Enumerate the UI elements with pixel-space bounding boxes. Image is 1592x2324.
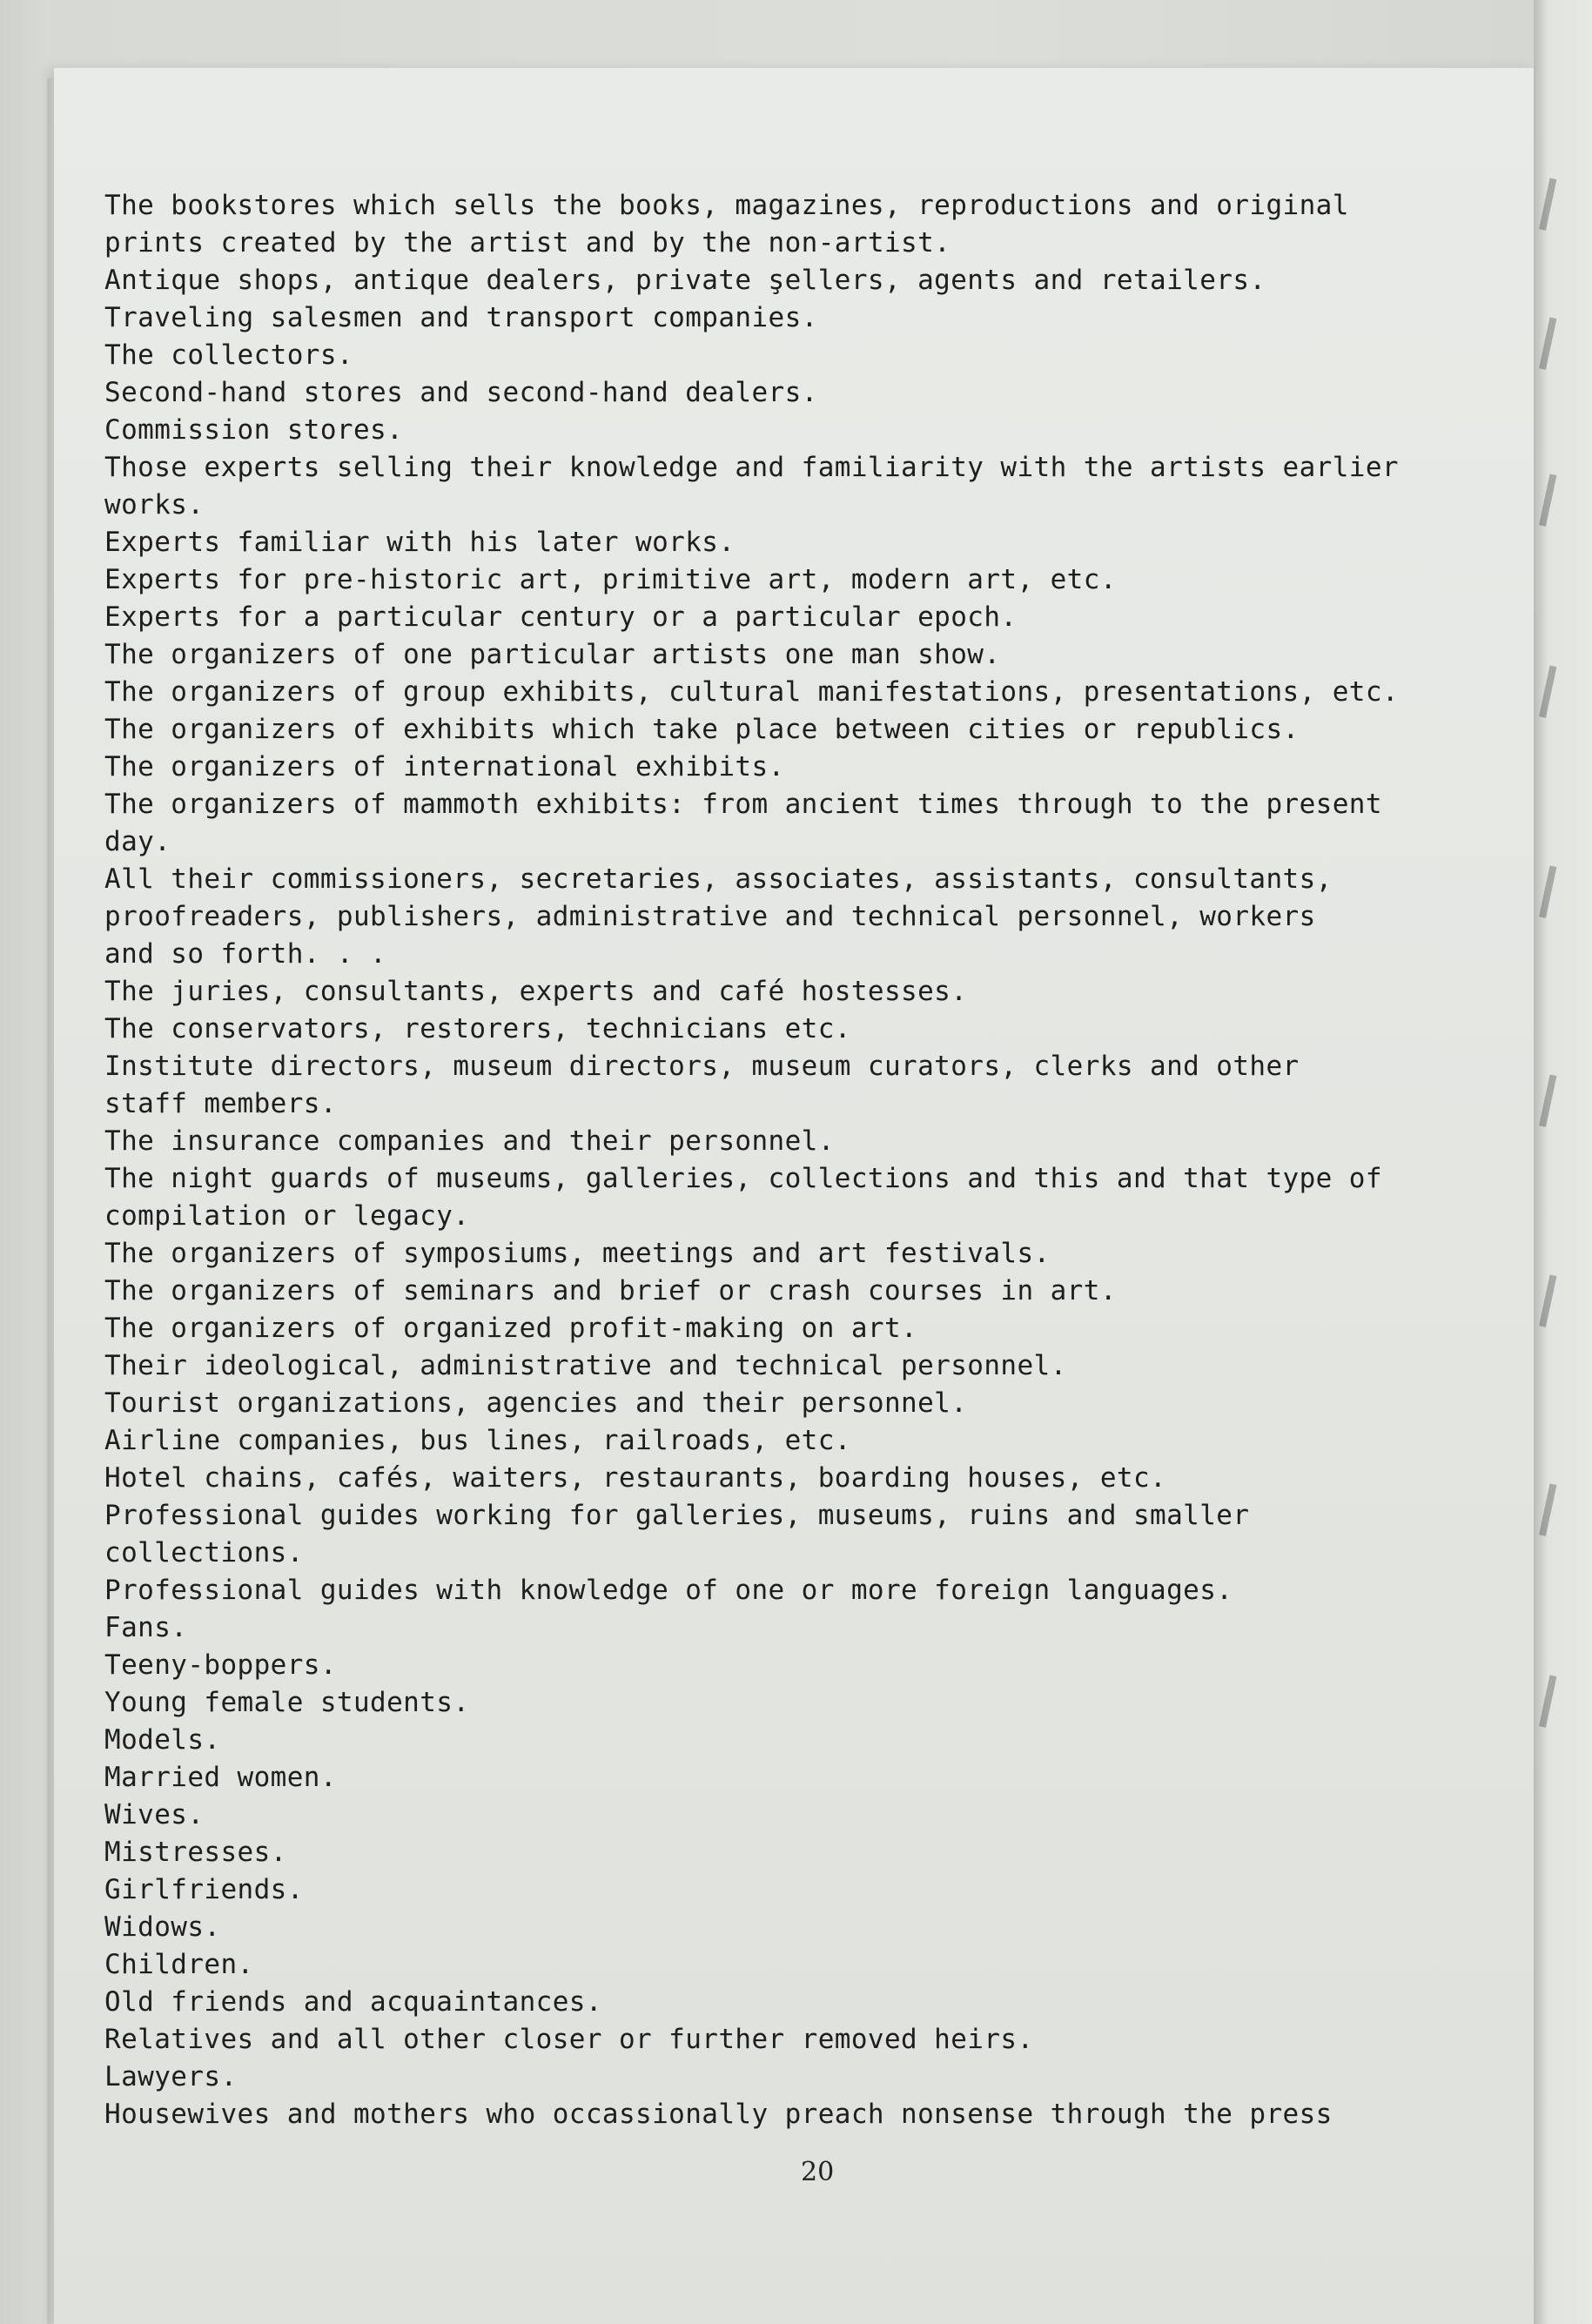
- text-line: and so forth. . .: [104, 938, 387, 970]
- text-line: Lawyers.: [104, 2061, 238, 2092]
- ghost-text-mark: [1539, 1074, 1556, 1126]
- text-line: Antique shops, antique dealers, private şellers, agents and retailers.: [104, 265, 1266, 296]
- text-line: Fans.: [104, 1612, 188, 1643]
- text-line: Married women.: [104, 1762, 337, 1793]
- text-line: The conservators, restorers, technicians etc.: [104, 1013, 851, 1044]
- text-line: Relatives and all other closer or further removed heirs.: [104, 2024, 1034, 2055]
- text-line: The organizers of mammoth exhibits: from ancient times through to the present: [104, 789, 1382, 820]
- text-line: Experts for a particular century or a particular epoch.: [104, 601, 1018, 633]
- text-line: Tourist organizations, agencies and their personnel.: [104, 1387, 968, 1419]
- text-line: Those experts selling their knowledge and familiarity with the artists earlier: [104, 452, 1399, 483]
- text-line: Girlfriends.: [104, 1874, 304, 1905]
- text-line: Professional guides working for galleries, museums, ruins and smaller: [104, 1500, 1250, 1531]
- ghost-text-mark: [1539, 474, 1556, 526]
- text-line: The organizers of organized profit-making on art.: [104, 1313, 918, 1344]
- ghost-text-mark: [1539, 865, 1556, 917]
- text-line: The juries, consultants, experts and café hostesses.: [104, 976, 968, 1007]
- text-line: The organizers of group exhibits, cultural manifestations, presentations, etc.: [104, 676, 1399, 708]
- ghost-text-mark: [1539, 1483, 1556, 1535]
- text-line: Their ideological, administrative and technical personnel.: [104, 1350, 1067, 1381]
- text-line: Teeny-boppers.: [104, 1649, 337, 1681]
- text-line: Institute directors, museum directors, museum curators, clerks and other: [104, 1051, 1300, 1082]
- ghost-text-mark: [1539, 1274, 1556, 1327]
- text-line: proofreaders, publishers, administrative and technical personnel, workers: [104, 901, 1316, 932]
- text-line: day.: [104, 826, 171, 857]
- text-line: Experts familiar with his later works.: [104, 527, 736, 558]
- text-line: Airline companies, bus lines, railroads, etc.: [104, 1425, 851, 1456]
- ghost-text-mark: [1539, 317, 1556, 369]
- text-line: Young female students.: [104, 1687, 470, 1718]
- text-line: The organizers of international exhibits.: [104, 751, 785, 783]
- text-line: Commission stores.: [104, 414, 404, 446]
- ghost-text-mark: [1539, 178, 1556, 230]
- page-number: 20: [801, 2157, 835, 2187]
- text-line: The bookstores which sells the books, magazines, reproductions and original: [104, 190, 1349, 221]
- text-line: The organizers of one particular artists one man show.: [104, 639, 1001, 670]
- ghost-text-mark: [1539, 1675, 1556, 1727]
- text-line: Experts for pre-historic art, primitive art, modern art, etc.: [104, 564, 1117, 595]
- text-line: Housewives and mothers who occassionally preach nonsense through the press: [104, 2099, 1333, 2130]
- text-line: Old friends and acquaintances.: [104, 1986, 602, 2018]
- text-line: All their commissioners, secretaries, associates, assistants, consultants,: [104, 863, 1333, 895]
- text-line: staff members.: [104, 1088, 337, 1119]
- text-line: The organizers of exhibits which take place between cities or republics.: [104, 714, 1300, 745]
- text-line: The night guards of museums, galleries, collections and this and that type of: [104, 1163, 1382, 1194]
- page-text: [104, 187, 1427, 2133]
- text-line: Professional guides with knowledge of one or more foreign languages.: [104, 1575, 1233, 1606]
- text-line: Traveling salesmen and transport companies.: [104, 302, 818, 333]
- text-line: works.: [104, 489, 205, 521]
- text-line: Models.: [104, 1724, 221, 1756]
- text-line: Children.: [104, 1949, 254, 1980]
- text-line: Wives.: [104, 1799, 205, 1830]
- text-line: collections.: [104, 1537, 304, 1568]
- text-line: Widows.: [104, 1911, 221, 1943]
- text-line: Hotel chains, cafés, waiters, restaurants, boarding houses, etc.: [104, 1462, 1167, 1494]
- text-line: compilation or legacy.: [104, 1200, 470, 1232]
- text-line: The collectors.: [104, 339, 353, 371]
- ghost-text-mark: [1539, 665, 1556, 717]
- text-line: Mistresses.: [104, 1837, 287, 1868]
- text-line: The organizers of seminars and brief or crash courses in art.: [104, 1275, 1117, 1306]
- text-line: Second-hand stores and second-hand dealers.: [104, 377, 818, 408]
- text-line: The insurance companies and their personnel.: [104, 1125, 835, 1157]
- text-line: The organizers of symposiums, meetings and art festivals.: [104, 1238, 1051, 1269]
- text-line: prints created by the artist and by the non-artist.: [104, 227, 951, 259]
- adjacent-page-edge: [1534, 0, 1592, 2324]
